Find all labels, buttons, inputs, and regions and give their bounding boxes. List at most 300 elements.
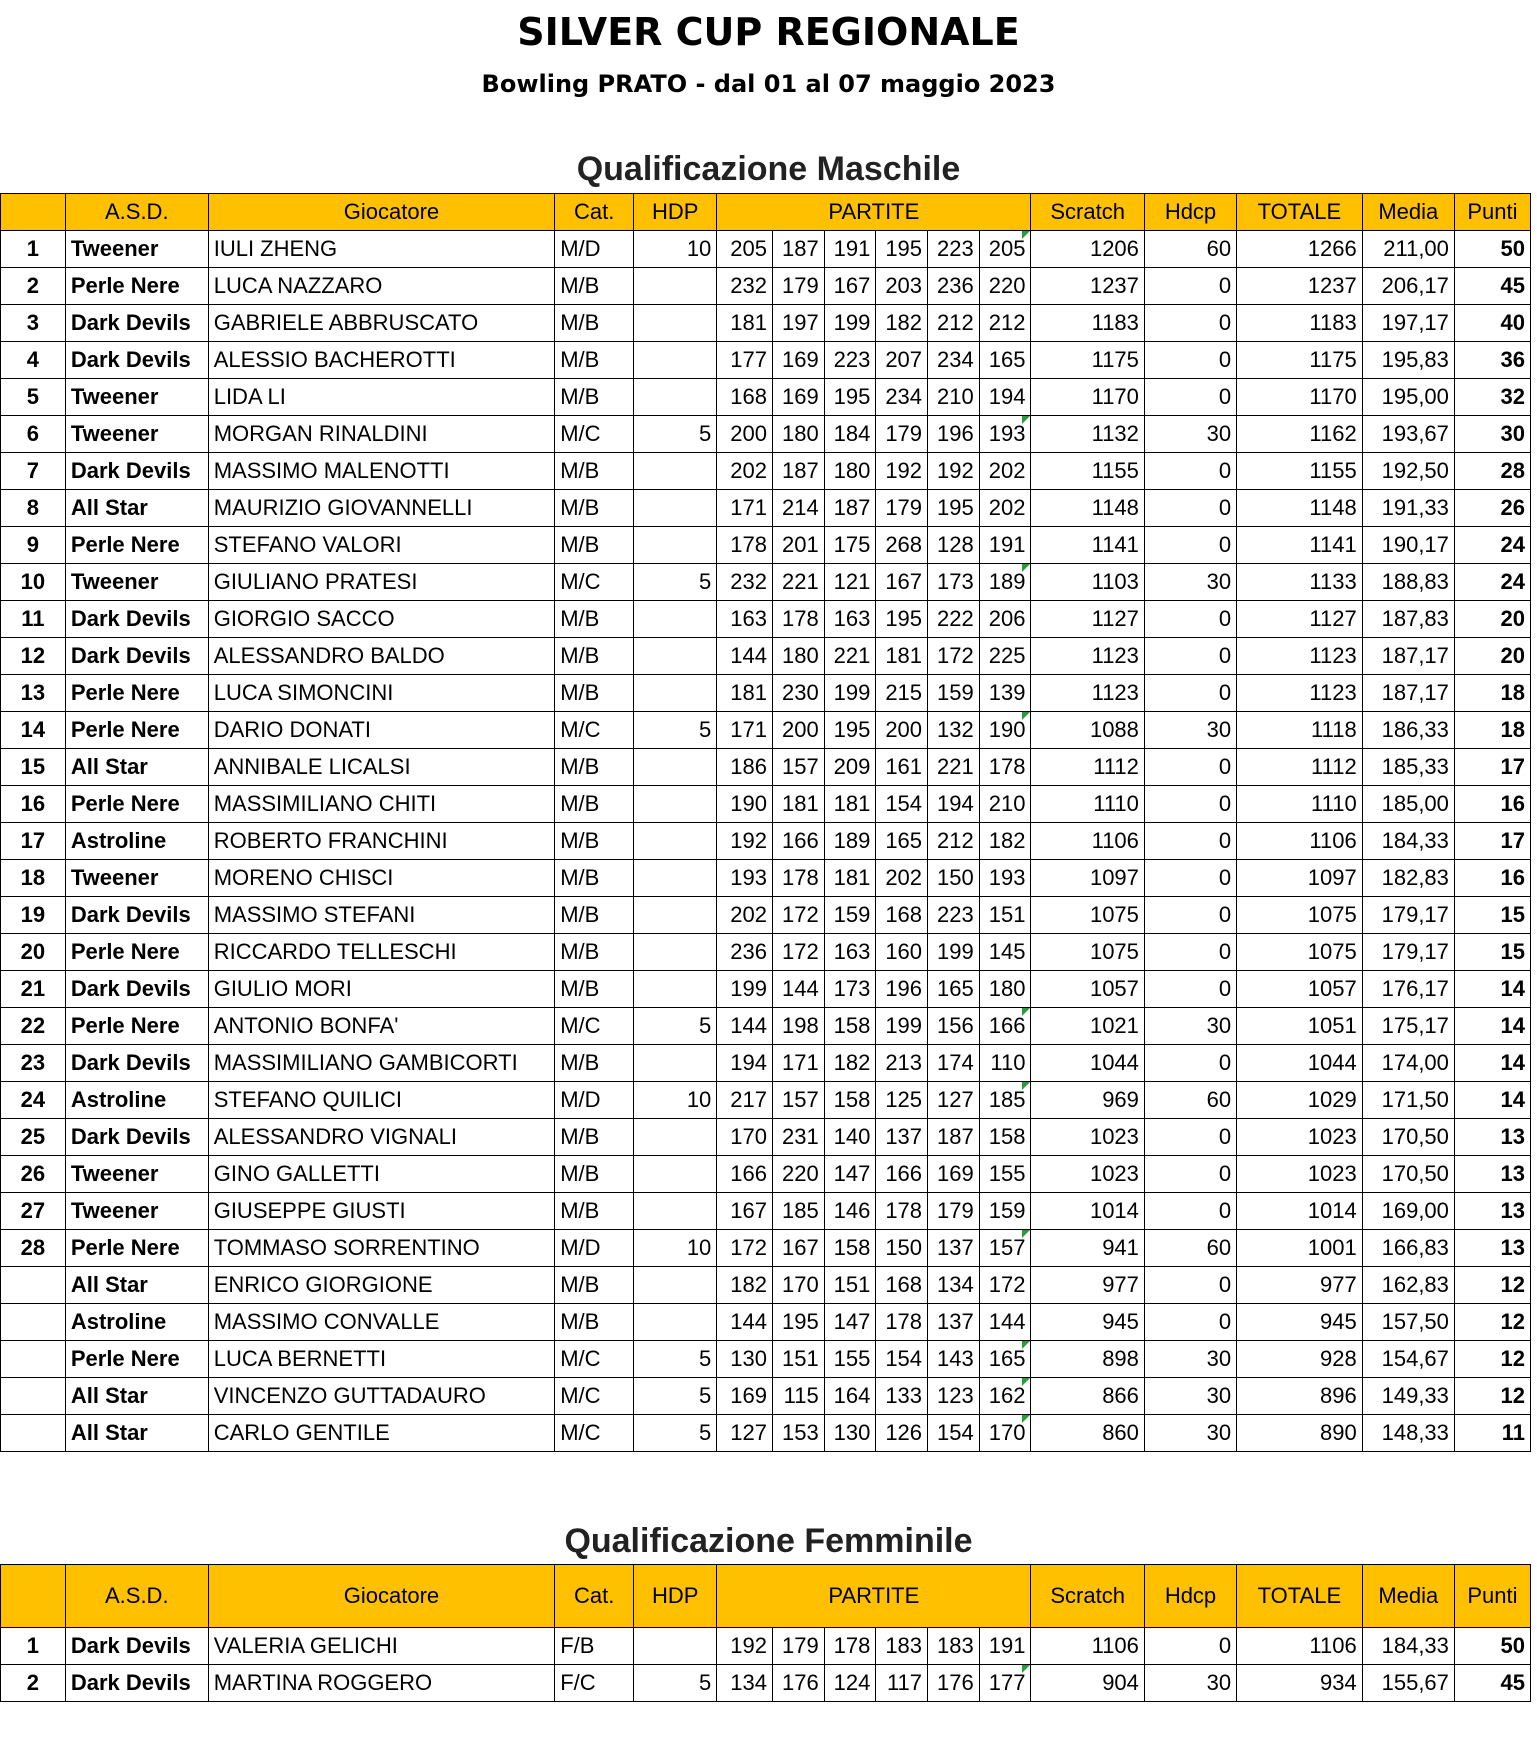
game-score-cell: 187 <box>773 231 825 268</box>
game-score-cell: 202 <box>717 897 773 934</box>
points-cell: 24 <box>1454 564 1530 601</box>
game-score-cell: 205 <box>717 231 773 268</box>
table-row <box>1 231 1531 268</box>
position-cell: 28 <box>1 1230 66 1267</box>
game-score-cell: 171 <box>773 1045 825 1082</box>
hdcp-cell: 0 <box>1144 1304 1236 1341</box>
club-cell: Dark Devils <box>65 453 208 490</box>
position-cell: 9 <box>1 527 66 564</box>
table-row <box>1 860 1531 897</box>
scratch-cell: 1014 <box>1031 1193 1144 1230</box>
game-score-cell: 234 <box>876 379 928 416</box>
category-cell: M/D <box>555 1230 634 1267</box>
points-cell: 14 <box>1454 1008 1530 1045</box>
total-cell: 1014 <box>1237 1193 1363 1230</box>
game-score-cell: 169 <box>773 342 825 379</box>
game-score-cell: 166 <box>876 1156 928 1193</box>
club-cell: Dark Devils <box>65 1119 208 1156</box>
average-cell: 184,33 <box>1362 823 1454 860</box>
average-cell: 195,83 <box>1362 342 1454 379</box>
club-cell: Tweener <box>65 416 208 453</box>
hdcp-cell: 30 <box>1144 1415 1236 1452</box>
category-cell: M/B <box>555 860 634 897</box>
club-cell: Tweener <box>65 564 208 601</box>
hdcp-cell: 30 <box>1144 416 1236 453</box>
game-score-cell: 195 <box>773 1304 825 1341</box>
table-row <box>1 1267 1531 1304</box>
points-cell: 17 <box>1454 749 1530 786</box>
game-score-cell: 196 <box>876 971 928 1008</box>
points-cell: 15 <box>1454 934 1530 971</box>
game-score-cell: 194 <box>717 1045 773 1082</box>
hdp-cell: 5 <box>634 564 717 601</box>
scratch-cell: 1155 <box>1031 453 1144 490</box>
hdcp-cell: 0 <box>1144 1119 1236 1156</box>
scratch-cell: 1106 <box>1031 1628 1144 1665</box>
table-row <box>1 453 1531 490</box>
club-cell: Astroline <box>65 1082 208 1119</box>
player-name-cell: MASSIMILIANO GAMBICORTI <box>208 1045 555 1082</box>
player-name-cell: MORENO CHISCI <box>208 860 555 897</box>
total-cell: 1110 <box>1237 786 1363 823</box>
category-cell: M/B <box>555 1045 634 1082</box>
category-cell: M/B <box>555 786 634 823</box>
scratch-cell: 1148 <box>1031 490 1144 527</box>
game-score-cell: 125 <box>876 1082 928 1119</box>
hdcp-cell: 0 <box>1144 527 1236 564</box>
position-cell: 18 <box>1 860 66 897</box>
game-score-cell: 172 <box>773 934 825 971</box>
table-row <box>1 1628 1531 1665</box>
hdcp-cell: 0 <box>1144 490 1236 527</box>
header-points: Punti <box>1454 1565 1530 1628</box>
game-score-cell: 191 <box>824 231 876 268</box>
game-score-cell: 179 <box>773 1628 825 1665</box>
header-total: TOTALE <box>1237 1565 1363 1628</box>
scratch-cell: 1021 <box>1031 1008 1144 1045</box>
hdp-cell <box>634 453 717 490</box>
club-cell: All Star <box>65 749 208 786</box>
club-cell: Perle Nere <box>65 712 208 749</box>
hdp-cell <box>634 1119 717 1156</box>
player-name-cell: LUCA SIMONCINI <box>208 675 555 712</box>
category-cell: M/C <box>555 1378 634 1415</box>
points-cell: 15 <box>1454 897 1530 934</box>
game-score-cell: 139 <box>979 675 1031 712</box>
player-name-cell: DARIO DONATI <box>208 712 555 749</box>
game-score-cell: 174 <box>928 1045 980 1082</box>
points-cell: 30 <box>1454 416 1530 453</box>
total-cell: 1023 <box>1237 1156 1363 1193</box>
scratch-cell: 1141 <box>1031 527 1144 564</box>
player-name-cell: GIUSEPPE GIUSTI <box>208 1193 555 1230</box>
total-cell: 1175 <box>1237 342 1363 379</box>
game-score-cell: 185 <box>979 1082 1031 1119</box>
player-name-cell: MAURIZIO GIOVANNELLI <box>208 490 555 527</box>
club-cell: Astroline <box>65 1304 208 1341</box>
hdcp-cell: 0 <box>1144 786 1236 823</box>
game-score-cell: 163 <box>824 601 876 638</box>
club-cell: Dark Devils <box>65 1045 208 1082</box>
game-score-cell: 170 <box>979 1415 1031 1452</box>
club-cell: All Star <box>65 1267 208 1304</box>
position-cell: 22 <box>1 1008 66 1045</box>
total-cell: 945 <box>1237 1304 1363 1341</box>
hdp-cell <box>634 971 717 1008</box>
game-score-cell: 199 <box>876 1008 928 1045</box>
game-score-cell: 165 <box>979 342 1031 379</box>
category-cell: M/B <box>555 1267 634 1304</box>
game-score-cell: 171 <box>717 712 773 749</box>
total-cell: 1133 <box>1237 564 1363 601</box>
average-cell: 170,50 <box>1362 1119 1454 1156</box>
header-hdp: HDP <box>634 1565 717 1628</box>
game-score-cell: 178 <box>717 527 773 564</box>
game-score-cell: 151 <box>773 1341 825 1378</box>
average-cell: 195,00 <box>1362 379 1454 416</box>
category-cell: M/B <box>555 934 634 971</box>
hdcp-cell: 0 <box>1144 1267 1236 1304</box>
game-score-cell: 179 <box>876 490 928 527</box>
game-score-cell: 268 <box>876 527 928 564</box>
game-score-cell: 181 <box>824 786 876 823</box>
game-score-cell: 183 <box>928 1628 980 1665</box>
hdp-cell <box>634 749 717 786</box>
club-cell: Perle Nere <box>65 1341 208 1378</box>
game-score-cell: 194 <box>979 379 1031 416</box>
game-score-cell: 215 <box>876 675 928 712</box>
player-name-cell: ALESSIO BACHEROTTI <box>208 342 555 379</box>
average-cell: 170,50 <box>1362 1156 1454 1193</box>
game-score-cell: 179 <box>928 1193 980 1230</box>
category-cell: M/B <box>555 638 634 675</box>
game-score-cell: 213 <box>876 1045 928 1082</box>
game-score-cell: 159 <box>928 675 980 712</box>
category-cell: M/B <box>555 1304 634 1341</box>
header-points: Punti <box>1454 194 1530 231</box>
game-score-cell: 225 <box>979 638 1031 675</box>
hdp-cell <box>634 897 717 934</box>
total-cell: 1266 <box>1237 231 1363 268</box>
game-score-cell: 157 <box>979 1230 1031 1267</box>
category-cell: M/C <box>555 416 634 453</box>
points-cell: 11 <box>1454 1415 1530 1452</box>
game-score-cell: 158 <box>824 1008 876 1045</box>
hdcp-cell: 0 <box>1144 934 1236 971</box>
game-score-cell: 177 <box>717 342 773 379</box>
points-cell: 17 <box>1454 823 1530 860</box>
hdp-cell <box>634 268 717 305</box>
total-cell: 1155 <box>1237 453 1363 490</box>
position-cell: 12 <box>1 638 66 675</box>
average-cell: 193,67 <box>1362 416 1454 453</box>
table-row <box>1 675 1531 712</box>
position-cell: 20 <box>1 934 66 971</box>
total-cell: 1044 <box>1237 1045 1363 1082</box>
table-row <box>1 971 1531 1008</box>
player-name-cell: LIDA LI <box>208 379 555 416</box>
hdcp-cell: 30 <box>1144 1341 1236 1378</box>
game-score-cell: 203 <box>876 268 928 305</box>
table-header-row <box>1 194 1531 231</box>
average-cell: 187,83 <box>1362 601 1454 638</box>
player-name-cell: GIULIANO PRATESI <box>208 564 555 601</box>
player-name-cell: VALERIA GELICHI <box>208 1628 555 1665</box>
points-cell: 28 <box>1454 453 1530 490</box>
player-name-cell: GIULIO MORI <box>208 971 555 1008</box>
scratch-cell: 1175 <box>1031 342 1144 379</box>
position-cell <box>1 1267 66 1304</box>
points-cell: 14 <box>1454 1045 1530 1082</box>
hdcp-cell: 30 <box>1144 1665 1236 1702</box>
table-row <box>1 823 1531 860</box>
total-cell: 1183 <box>1237 305 1363 342</box>
game-score-cell: 159 <box>824 897 876 934</box>
position-cell: 17 <box>1 823 66 860</box>
hdcp-cell: 30 <box>1144 1008 1236 1045</box>
game-score-cell: 178 <box>876 1304 928 1341</box>
game-score-cell: 115 <box>773 1378 825 1415</box>
hdcp-cell: 0 <box>1144 601 1236 638</box>
game-score-cell: 182 <box>824 1045 876 1082</box>
points-cell: 18 <box>1454 712 1530 749</box>
hdcp-cell: 30 <box>1144 712 1236 749</box>
game-score-cell: 169 <box>773 379 825 416</box>
hdp-cell <box>634 379 717 416</box>
game-score-cell: 144 <box>717 638 773 675</box>
points-cell: 50 <box>1454 1628 1530 1665</box>
table-row <box>1 1193 1531 1230</box>
player-name-cell: ALESSANDRO VIGNALI <box>208 1119 555 1156</box>
game-score-cell: 209 <box>824 749 876 786</box>
points-cell: 13 <box>1454 1230 1530 1267</box>
game-score-cell: 196 <box>928 416 980 453</box>
total-cell: 1112 <box>1237 749 1363 786</box>
hdcp-cell: 0 <box>1144 860 1236 897</box>
table-row <box>1 1008 1531 1045</box>
game-score-cell: 198 <box>773 1008 825 1045</box>
scratch-cell: 1023 <box>1031 1156 1144 1193</box>
club-cell: Perle Nere <box>65 934 208 971</box>
game-score-cell: 155 <box>824 1341 876 1378</box>
game-score-cell: 132 <box>928 712 980 749</box>
hdp-cell <box>634 1304 717 1341</box>
game-score-cell: 217 <box>717 1082 773 1119</box>
hdp-cell: 5 <box>634 1415 717 1452</box>
game-score-cell: 193 <box>979 416 1031 453</box>
hdcp-cell: 60 <box>1144 1230 1236 1267</box>
game-score-cell: 176 <box>928 1665 980 1702</box>
player-name-cell: GINO GALLETTI <box>208 1156 555 1193</box>
header-player: Giocatore <box>208 1565 555 1628</box>
points-cell: 12 <box>1454 1304 1530 1341</box>
game-score-cell: 202 <box>979 453 1031 490</box>
game-score-cell: 147 <box>824 1156 876 1193</box>
game-score-cell: 191 <box>979 1628 1031 1665</box>
page-subtitle: Bowling PRATO - dal 01 al 07 maggio 2023 <box>481 70 1056 98</box>
total-cell: 1170 <box>1237 379 1363 416</box>
game-score-cell: 192 <box>928 453 980 490</box>
hdp-cell <box>634 786 717 823</box>
points-cell: 12 <box>1454 1378 1530 1415</box>
game-score-cell: 195 <box>928 490 980 527</box>
game-score-cell: 153 <box>773 1415 825 1452</box>
position-cell <box>1 1415 66 1452</box>
average-cell: 179,17 <box>1362 934 1454 971</box>
hdp-cell <box>634 1156 717 1193</box>
game-score-cell: 207 <box>876 342 928 379</box>
game-score-cell: 126 <box>876 1415 928 1452</box>
game-score-cell: 163 <box>824 934 876 971</box>
game-score-cell: 180 <box>773 638 825 675</box>
hdp-cell: 5 <box>634 712 717 749</box>
average-cell: 162,83 <box>1362 1267 1454 1304</box>
game-score-cell: 166 <box>773 823 825 860</box>
game-score-cell: 181 <box>876 638 928 675</box>
category-cell: M/B <box>555 675 634 712</box>
category-cell: M/B <box>555 749 634 786</box>
scratch-cell: 1106 <box>1031 823 1144 860</box>
average-cell: 187,17 <box>1362 638 1454 675</box>
table-row <box>1 1341 1531 1378</box>
player-name-cell: GIORGIO SACCO <box>208 601 555 638</box>
game-score-cell: 200 <box>876 712 928 749</box>
game-score-cell: 161 <box>876 749 928 786</box>
game-score-cell: 210 <box>979 786 1031 823</box>
average-cell: 155,67 <box>1362 1665 1454 1702</box>
hdp-cell <box>634 601 717 638</box>
total-cell: 1127 <box>1237 601 1363 638</box>
header-player: Giocatore <box>208 194 555 231</box>
game-score-cell: 167 <box>824 268 876 305</box>
total-cell: 896 <box>1237 1378 1363 1415</box>
average-cell: 206,17 <box>1362 268 1454 305</box>
header-pos <box>1 1565 66 1628</box>
average-cell: 175,17 <box>1362 1008 1454 1045</box>
game-score-cell: 175 <box>824 527 876 564</box>
game-score-cell: 178 <box>979 749 1031 786</box>
game-score-cell: 171 <box>717 490 773 527</box>
position-cell: 11 <box>1 601 66 638</box>
game-score-cell: 179 <box>876 416 928 453</box>
category-cell: M/B <box>555 342 634 379</box>
position-cell <box>1 1378 66 1415</box>
table-row <box>1 1156 1531 1193</box>
scratch-cell: 1044 <box>1031 1045 1144 1082</box>
game-score-cell: 181 <box>717 305 773 342</box>
position-cell <box>1 1304 66 1341</box>
player-name-cell: MASSIMILIANO CHITI <box>208 786 555 823</box>
header-avg: Media <box>1362 1565 1454 1628</box>
game-score-cell: 200 <box>717 416 773 453</box>
points-cell: 32 <box>1454 379 1530 416</box>
game-score-cell: 231 <box>773 1119 825 1156</box>
game-score-cell: 187 <box>824 490 876 527</box>
points-cell: 20 <box>1454 638 1530 675</box>
game-score-cell: 172 <box>928 638 980 675</box>
points-cell: 12 <box>1454 1267 1530 1304</box>
total-cell: 1141 <box>1237 527 1363 564</box>
club-cell: Astroline <box>65 823 208 860</box>
category-cell: F/B <box>555 1628 634 1665</box>
game-score-cell: 202 <box>979 490 1031 527</box>
hdp-cell <box>634 934 717 971</box>
game-score-cell: 150 <box>876 1230 928 1267</box>
game-score-cell: 178 <box>824 1628 876 1665</box>
hdcp-cell: 0 <box>1144 675 1236 712</box>
game-score-cell: 180 <box>979 971 1031 1008</box>
position-cell: 3 <box>1 305 66 342</box>
game-score-cell: 192 <box>876 453 928 490</box>
game-score-cell: 127 <box>928 1082 980 1119</box>
game-score-cell: 190 <box>979 712 1031 749</box>
category-cell: M/B <box>555 490 634 527</box>
header-avg: Media <box>1362 194 1454 231</box>
game-score-cell: 134 <box>928 1267 980 1304</box>
table-header-row <box>1 1565 1531 1628</box>
game-score-cell: 221 <box>824 638 876 675</box>
position-cell: 19 <box>1 897 66 934</box>
hdcp-cell: 0 <box>1144 971 1236 1008</box>
scratch-cell: 969 <box>1031 1082 1144 1119</box>
total-cell: 1123 <box>1237 638 1363 675</box>
total-cell: 1029 <box>1237 1082 1363 1119</box>
hdcp-cell: 0 <box>1144 1045 1236 1082</box>
average-cell: 187,17 <box>1362 675 1454 712</box>
player-name-cell: MASSIMO CONVALLE <box>208 1304 555 1341</box>
player-name-cell: TOMMASO SORRENTINO <box>208 1230 555 1267</box>
game-score-cell: 154 <box>876 1341 928 1378</box>
game-score-cell: 210 <box>928 379 980 416</box>
game-score-cell: 169 <box>928 1156 980 1193</box>
hdcp-cell: 0 <box>1144 268 1236 305</box>
game-score-cell: 192 <box>717 1628 773 1665</box>
club-cell: Perle Nere <box>65 786 208 823</box>
table-row <box>1 1304 1531 1341</box>
female-section-title: Qualificazione Femminile <box>564 1522 973 1560</box>
game-score-cell: 157 <box>773 1082 825 1119</box>
club-cell: Dark Devils <box>65 638 208 675</box>
game-score-cell: 192 <box>717 823 773 860</box>
hdp-cell <box>634 1045 717 1082</box>
game-score-cell: 195 <box>876 601 928 638</box>
position-cell: 10 <box>1 564 66 601</box>
position-cell: 14 <box>1 712 66 749</box>
game-score-cell: 195 <box>824 712 876 749</box>
game-score-cell: 134 <box>717 1665 773 1702</box>
hdcp-cell: 0 <box>1144 342 1236 379</box>
hdp-cell <box>634 490 717 527</box>
hdp-cell: 10 <box>634 231 717 268</box>
game-score-cell: 221 <box>928 749 980 786</box>
game-score-cell: 165 <box>928 971 980 1008</box>
game-score-cell: 158 <box>824 1082 876 1119</box>
average-cell: 171,50 <box>1362 1082 1454 1119</box>
average-cell: 197,17 <box>1362 305 1454 342</box>
game-score-cell: 181 <box>824 860 876 897</box>
points-cell: 20 <box>1454 601 1530 638</box>
game-score-cell: 158 <box>979 1119 1031 1156</box>
category-cell: M/B <box>555 601 634 638</box>
position-cell: 2 <box>1 268 66 305</box>
game-score-cell: 167 <box>773 1230 825 1267</box>
table-row <box>1 1665 1531 1702</box>
hdcp-cell: 0 <box>1144 305 1236 342</box>
game-score-cell: 206 <box>979 601 1031 638</box>
game-score-cell: 189 <box>979 564 1031 601</box>
hdcp-cell: 0 <box>1144 453 1236 490</box>
table-row <box>1 934 1531 971</box>
